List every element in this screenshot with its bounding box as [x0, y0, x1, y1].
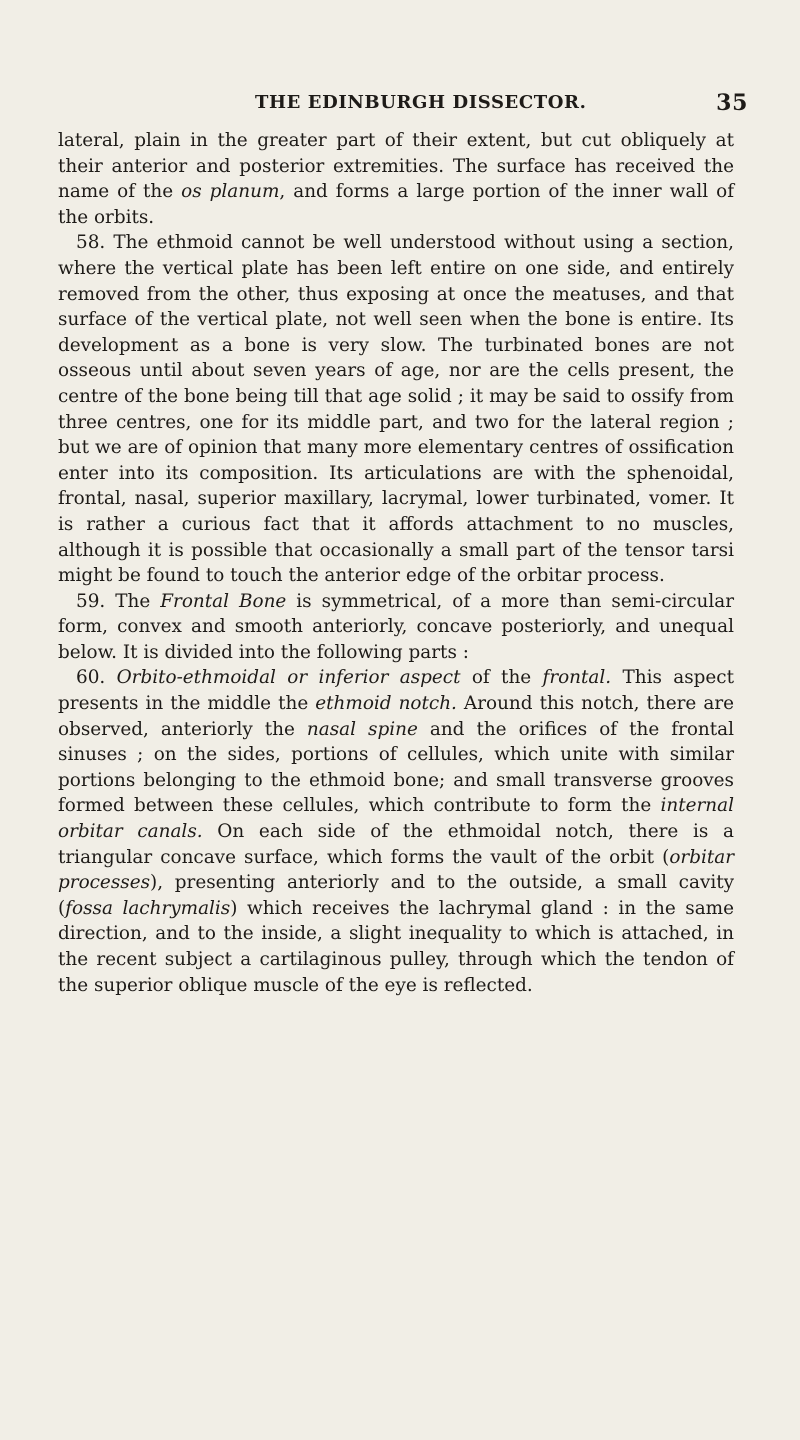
term-fossa-lachrymalis: fossa lachrymalis [65, 897, 231, 919]
term-nasal-spine: nasal spine [306, 718, 418, 740]
page-number: 35 [716, 90, 748, 116]
running-title: THE EDINBURGH DISSECTOR. [255, 92, 587, 113]
paragraph-60: 60. Orbito-ethmoidal or inferior aspect of the frontal. This aspect presents in the middle the ethmoid notch. Around this notch, there are observed, anteriorly the nasal spine and the orifices of the frontal sinuses ; on the sides, portions of cellules, which unite with similar portions belonging to the ethmoid bone; and small transverse grooves formed between these cellules, which contribute to form the internal orbitar canals. On each side of the ethmoidal notch, there is a triangular concave surface, which forms the vault of the orbit (orbitar processes), presenting anteriorly and to the outside, a small cavity (fossa lachrymalis) which receives the lachrymal gland : in the same direction, and to the inside, a slight inequality to which is attached, in the recent subject a cartilaginous pulley, through which the tendon of the superior oblique muscle of the eye is reflected. [58, 667, 735, 996]
term-orbito-ethmoidal: Orbito-ethmoidal or inferior aspect [116, 667, 461, 689]
body-text [58, 128, 734, 998]
paragraph-number: 60. [76, 667, 106, 689]
term-orbitar-processes: orbitar processes [58, 846, 734, 894]
paragraph-59: 59. The Frontal Bone is symmetrical, of a more than semi-circular form, convex and smooth anteriorly, concave posteriorly, and unequal below. It is divided into the following parts : [58, 590, 734, 663]
paragraph-continued: lateral, plain in the greater part of their extent, but cut obliquely at their anterior and posterior extremities. The surface has received the name of the os planum, and forms a large portion of the inner wall of the orbits. [58, 130, 735, 228]
paragraph-58: 58. The ethmoid cannot be well understood without using a section, where the vertical plate has been left entire on one side, and entirely removed from the other, thus exposing at once the meatuses, and that surface of the vertical plate, not well seen when the bone is entire. Its development as a bone is very slow. The turbinated bones are not osseous until about seven years of age, nor are the cells present, the centre of the bone being till that age solid ; it may be said to ossify from three centres, one for its middle part, and two for the lateral region ; but we are of opinion that many more elementary centres of ossification enter into its composition. Its articulations are with the sphenoidal, frontal, nasal, superior maxillary, lacrymal, lower turbinated, vomer. It is rather a curious fact that it affords attachment to no muscles, although it is possible that occasionally a small part of the tensor tarsi might be found to touch the anterior edge of the orbitar process. [58, 232, 734, 587]
term-frontal: frontal. [542, 667, 612, 689]
term-ethmoid-notch: ethmoid notch. [315, 693, 457, 715]
term-frontal-bone: Frontal Bone [160, 590, 287, 612]
paragraph-number: 58. [76, 232, 106, 254]
running-header [255, 92, 748, 118]
term-internal-orbitar-canals: internal orbitar canals. [58, 795, 734, 843]
paragraph-number: 59. [76, 590, 106, 612]
term-os-planum: os planum [181, 181, 280, 203]
